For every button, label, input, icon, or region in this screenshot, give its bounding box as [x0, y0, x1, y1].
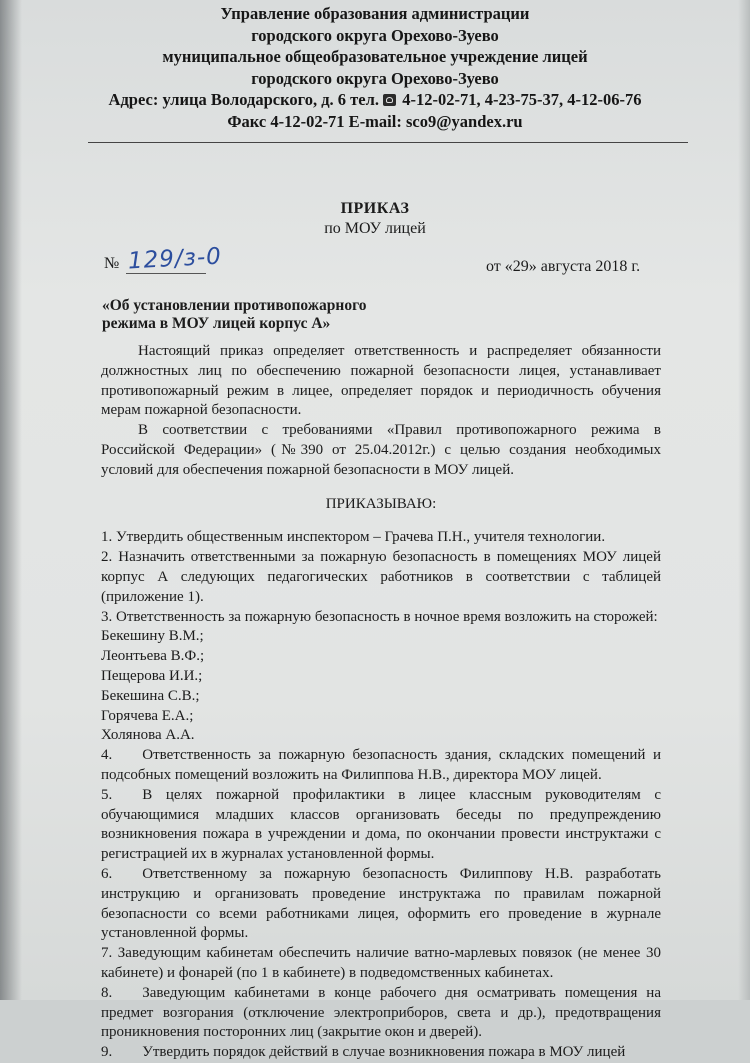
order-number [104, 243, 223, 275]
subject-line-2: режима в МОУ лицей корпус А» [102, 315, 331, 332]
list-item-1: 1. Утвердить общественным инспектором – Грачева П.Н., учителя технологии. [101, 529, 606, 546]
letterhead-line-2: городского округа Орехово-Зуево [251, 25, 499, 45]
list-item-2: 2. Назначить ответственными за пожарную безопасность в помещениях МОУ лицей корпус А следующих педагогических работников в соответствии с таблицей (приложение 1). [101, 549, 661, 605]
letterhead-fax-email: Факс 4-12-02-71 E-mail: sco9@yandex.ru [227, 111, 523, 131]
order-word: ПРИКАЗЫВАЮ: [325, 495, 437, 512]
order-subject [102, 297, 366, 333]
letterhead-line-1: Управление образования администрации [220, 4, 530, 23]
watchman-4: Бекешина С.В.; [101, 687, 200, 704]
watchman-6: Холянова А.А. [101, 727, 195, 744]
list-item-5: 5. В целях пожарной профилактики в лицее классным руководителям с обучающимися младших классов организовать беседы по предупреждению возникновения пожара в учреждении и дома, по окончании провести инструктажи с регистрацией их в журналах установленной формы. [101, 786, 661, 863]
page-edge-shadow [0, 0, 22, 1000]
phone-icon [383, 94, 396, 106]
list-item-8: 8. Заведующим кабинетами в конце рабочего дня осматривать помещения на предмет возгорания (отключение электроприборов, света и др.), предотвращения проникновения посторонних лиц (закрытие окон и дверей). [101, 984, 661, 1041]
watchman-2: Леонтьева В.Ф.; [101, 648, 205, 665]
watchman-5: Горячева Е.А.; [101, 707, 194, 724]
order-title: ПРИКАЗ [340, 200, 410, 217]
adjacent-page-strip [738, 0, 750, 1000]
subject-line-1: «Об установлении противопожарного [102, 297, 367, 314]
handwritten-order-number: 129/з-0 [127, 243, 223, 275]
paragraph-1: Настоящий приказ определяет ответственность и распределяет обязанности должностных лиц по обеспечению пожарной безопасности лицея, устанавливает противопожарный режим в лицее, определяет порядок и периодичность обучения мерам пожарной безопасности. [101, 343, 661, 419]
list-item-9: 9. Утвердить порядок действий в случае возникновения пожара в МОУ лицей [101, 1044, 626, 1061]
letterhead [0, 3, 750, 132]
number-underline [126, 273, 206, 274]
phone-numbers: 4-12-02-71, 4-23-75-37, 4-12-06-76 [402, 90, 642, 109]
letterhead-address [0, 89, 750, 111]
watchman-1: Бекешину В.М.; [101, 628, 204, 645]
letterhead-line-3: муниципальное общеобразовательное учреждение лицей [162, 47, 588, 66]
letterhead-line-4: городского округа Орехово-Зуево [251, 68, 499, 88]
list-item-7: 7. Заведующим кабинетам обеспечить наличие ватно-марлевых повязок (не менее 30 кабинете) и фонарей (по 1 в кабинете) в подведомственных кабинетах. [101, 945, 661, 981]
number-sign: № [104, 255, 120, 272]
paragraph-2: В соответствии с требованиями «Правил противопожарного режима в Российской Федерации» (№390 от 25.04.2012г.) с целью создания необходимых условий для обеспечения пожарной безопасности в МОУ лицей. [101, 422, 661, 478]
list-item-6: 6. Ответственному за пожарную безопасность Филиппову Н.В. разработать инструкцию и организовать проведение инструктажа по правилам пожарной безопасности со всеми работниками лицея, оформить его проведение в журнале установленной формы. [101, 865, 661, 942]
address-text: Адрес: улица Володарского, д. 6 тел. [108, 90, 379, 109]
letterhead-divider [88, 142, 688, 143]
list-item-4: 4. Ответственность за пожарную безопасность здания, складских помещений и подсобных помещений возложить на Филиппова Н.В., директора МОУ лицей. [101, 747, 661, 783]
order-date: от «29» августа 2018 г. [486, 258, 641, 275]
order-subtitle: по МОУ лицей [324, 220, 426, 237]
order-body [101, 342, 661, 1063]
list-item-3: 3. Ответственность за пожарную безопасность в ночное время возложить на сторожей: [101, 608, 658, 625]
watchman-3: Пещерова И.И.; [101, 667, 203, 684]
